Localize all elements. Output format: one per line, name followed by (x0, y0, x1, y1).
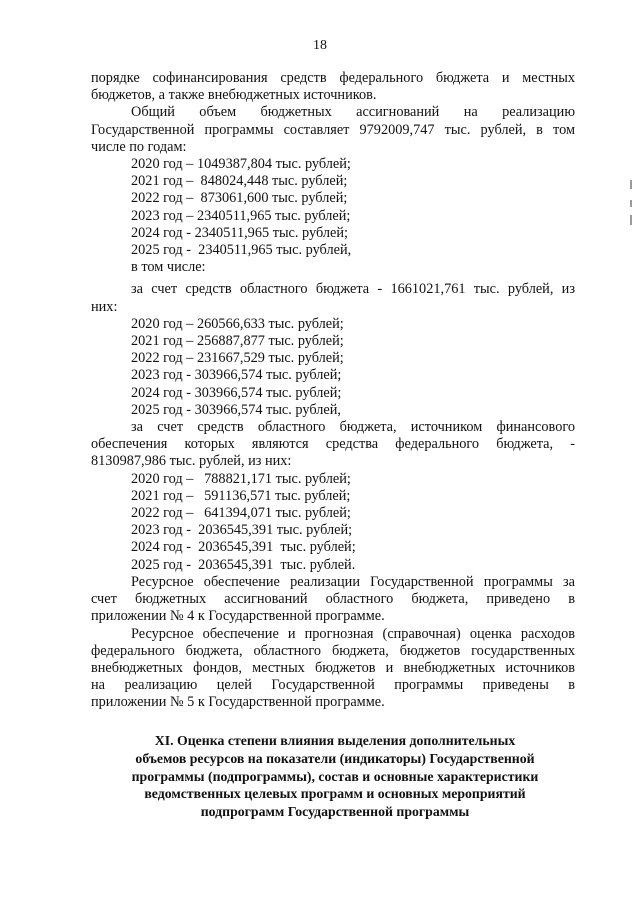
text-line: за счет средств областного бюджета, источником финансового (131, 419, 575, 436)
text-line: Государственной программы составляет 9792009,747 тыс. рублей, в том (91, 121, 575, 138)
regional-by-year-list (91, 316, 575, 419)
year-line: 2022 год – 873061,600 тыс. рублей; (131, 190, 348, 207)
text-line: внебюджетных фондов, местных бюджетов и внебюджетных источников (91, 659, 575, 676)
year-line: 2024 год - 2340511,965 тыс. рублей; (131, 224, 348, 241)
year-line: 2021 год – 848024,448 тыс. рублей; (131, 173, 348, 190)
year-line: 2020 год – 260566,633 тыс. рублей; (131, 315, 344, 332)
year-line: 2020 год – 788821,171 тыс. рублей; (131, 470, 351, 487)
year-line: 2025 год - 2036545,391 тыс. рублей. (131, 556, 356, 573)
text-line: Общий объем бюджетных ассигнований на реализацию (131, 104, 575, 121)
year-line: 2020 год – 1049387,804 тыс. рублей; (131, 156, 351, 173)
text-line: обеспечения которых являются средства федерального бюджета, - (91, 436, 575, 453)
total-by-year-list (91, 156, 575, 276)
text-line: приложении № 5 к Государственной программе. (91, 694, 385, 711)
year-line: 2022 год – 231667,529 тыс. рублей; (131, 350, 344, 367)
text-line: порядке софинансирования средств федерального бюджета и местных (91, 70, 575, 86)
text-line: приложении № 4 к Государственной программе. (91, 608, 385, 625)
heading-line: объемов ресурсов на показатели (индикаторы) Государственной (135, 750, 535, 766)
heading-line: ведомственных целевых программ и основных мероприятий (144, 786, 526, 802)
year-line: 2025 год - 2340511,965 тыс. рублей, (131, 242, 352, 259)
heading-line: XI. Оценка степени влияния выделения дополнительных (154, 733, 516, 748)
year-line: 2024 год - 303966,574 тыс. рублей; (131, 384, 342, 401)
federal-by-year-list (91, 471, 575, 574)
text-line: на реализацию целей Государственной программы приведены в (91, 677, 575, 694)
document-body (91, 70, 575, 712)
text-line: бюджетов, а также внебюджетных источников. (91, 87, 377, 104)
year-line: в том числе: (131, 259, 206, 276)
year-line: 2022 год – 641394,071 тыс. рублей; (131, 505, 351, 522)
scan-edge-mark (630, 180, 632, 189)
section-heading (100, 732, 570, 821)
year-line: 2025 год - 303966,574 тыс. рублей, (131, 401, 341, 418)
scan-edge-mark (630, 215, 632, 225)
text-line: них: (91, 298, 118, 315)
heading-line: программы (подпрограммы), состав и основные характеристики (131, 768, 539, 784)
text-line: счет бюджетных ассигнований областного бюджета, приведено в (91, 591, 575, 608)
text-line: числе по годам: (91, 138, 187, 155)
text-line: 8130987,986 тыс. рублей, из них: (91, 453, 292, 470)
page-number: 18 (313, 38, 327, 53)
year-line: 2023 год - 2036545,391 тыс. рублей; (131, 522, 353, 539)
heading-line: подпрограмм Государственной программы (200, 804, 470, 820)
text-line: Ресурсное обеспечение реализации Государственной программы за (131, 573, 575, 590)
text-line: федерального бюджета, областного бюджета, бюджетов государственных (91, 642, 575, 659)
text-line: за счет средств областного бюджета - 1661021,761 тыс. рублей, из (131, 281, 575, 298)
text-line: Ресурсное обеспечение и прогнозная (справочная) оценка расходов (131, 625, 575, 642)
year-line: 2023 год - 303966,574 тыс. рублей; (131, 367, 342, 384)
year-line: 2021 год – 591136,571 тыс. рублей; (131, 487, 351, 504)
year-line: 2021 год – 256887,877 тыс. рублей; (131, 333, 344, 350)
year-line: 2024 год - 2036545,391 тыс. рублей; (131, 539, 356, 556)
scan-edge-mark (630, 200, 632, 207)
year-line: 2023 год – 2340511,965 тыс. рублей; (131, 207, 351, 224)
